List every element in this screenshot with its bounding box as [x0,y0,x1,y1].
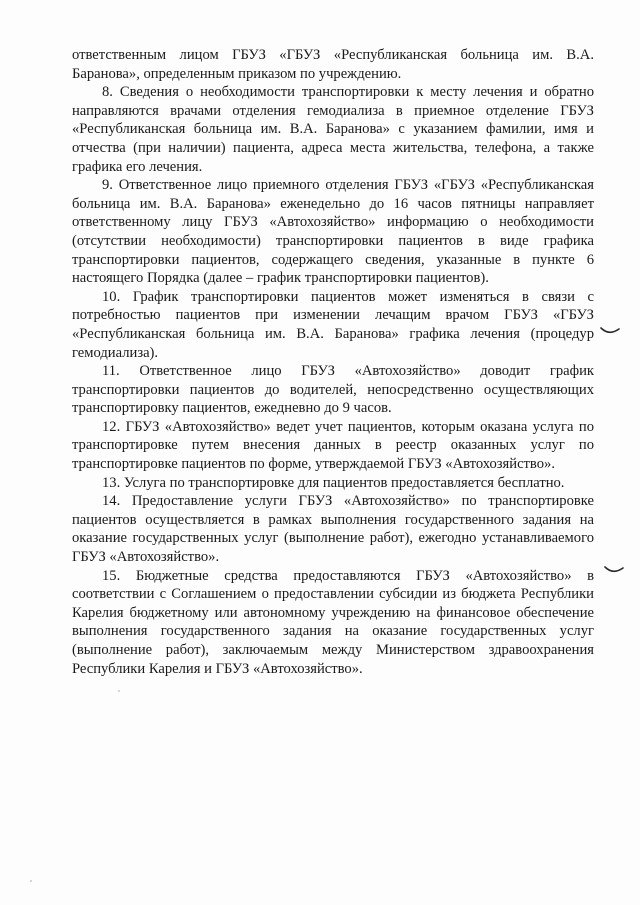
paragraph-continuation: ответственным лицом ГБУЗ «ГБУЗ «Республиканская больница им. В.А. Баранова», определенным приказом по учреждению. [72,47,594,82]
paragraph-11: 11. Ответственное лицо ГБУЗ «Автохозяйство» доводит график транспортировки пациентов до водителей, непосредственно осуществляющих транспортировку пациентов, ежедневно до 9 часов. [72,363,594,417]
paragraph-9: 9. Ответственное лицо приемного отделения ГБУЗ «ГБУЗ «Республиканская больница им. В.А. Баранова» еженедельно до 16 часов пятницы направляет ответственному лицу ГБУЗ «Автохозяйство» информацию о необходимости (отсутствии необходимости) транспортировки пациентов в виде графика транспортировки пациентов, содержащего сведения, указанные в пункте 6 настоящего Порядка (далее – график транспортировки пациентов). [72,177,594,287]
paragraph-8: 8. Сведения о необходимости транспортировки к месту лечения и обратно направляются врачами отделения гемодиализа в приемное отделение ГБУЗ «Республиканская больница им. В.А. Баранова» с указанием фамилии, имя и отчества (при наличии) пациента, адреса места жительства, телефона, а также графика его лечения. [72,84,594,175]
pen-mark-icon [600,326,620,336]
paragraph-10: 10. График транспортировки пациентов может изменяться в связи с потребностью пациентов при изменении лечащим врачом ГБУЗ «ГБУЗ «Республиканская больница им. В.А. Баранова» графика лечения (процедур гемодиализа). [72,288,594,361]
paragraph-14: 14. Предоставление услуги ГБУЗ «Автохозяйство» по транспортировке пациентов осуществляется в рамках выполнения государственного задания на оказание государственных услуг (выполнение работ), ежегодно устанавливаемого ГБУЗ «Автохозяйство». [72,493,594,566]
scan-speck [30,880,32,882]
paragraph-12: 12. ГБУЗ «Автохозяйство» ведет учет пациентов, которым оказана услуга по транспортировке путем внесения данных в реестр оказанных услуг по транспортировке пациентов по форме, утверждаемой ГБУЗ «Автохозяйство». [72,418,594,473]
paragraph-15: 15. Бюджетные средства предоставляются ГБУЗ «Автохозяйство» в соответствии с Соглашением о предоставлении субсидии из бюджета Республики Карелия бюджетному или автономному учреждению на финансовое обеспечение выполнения государственного задания на оказание государственных услуг (выполнение работ), заключаемым между Министерством здравоохранения Республики Карелия и ГБУЗ «Автохозяйство». [72,567,594,677]
pen-mark-icon [604,565,624,575]
document-body [72,46,594,678]
scan-speck [118,690,120,692]
paragraph-13: 13. Услуга по транспортировке для пациентов предоставляется бесплатно. [102,474,565,491]
